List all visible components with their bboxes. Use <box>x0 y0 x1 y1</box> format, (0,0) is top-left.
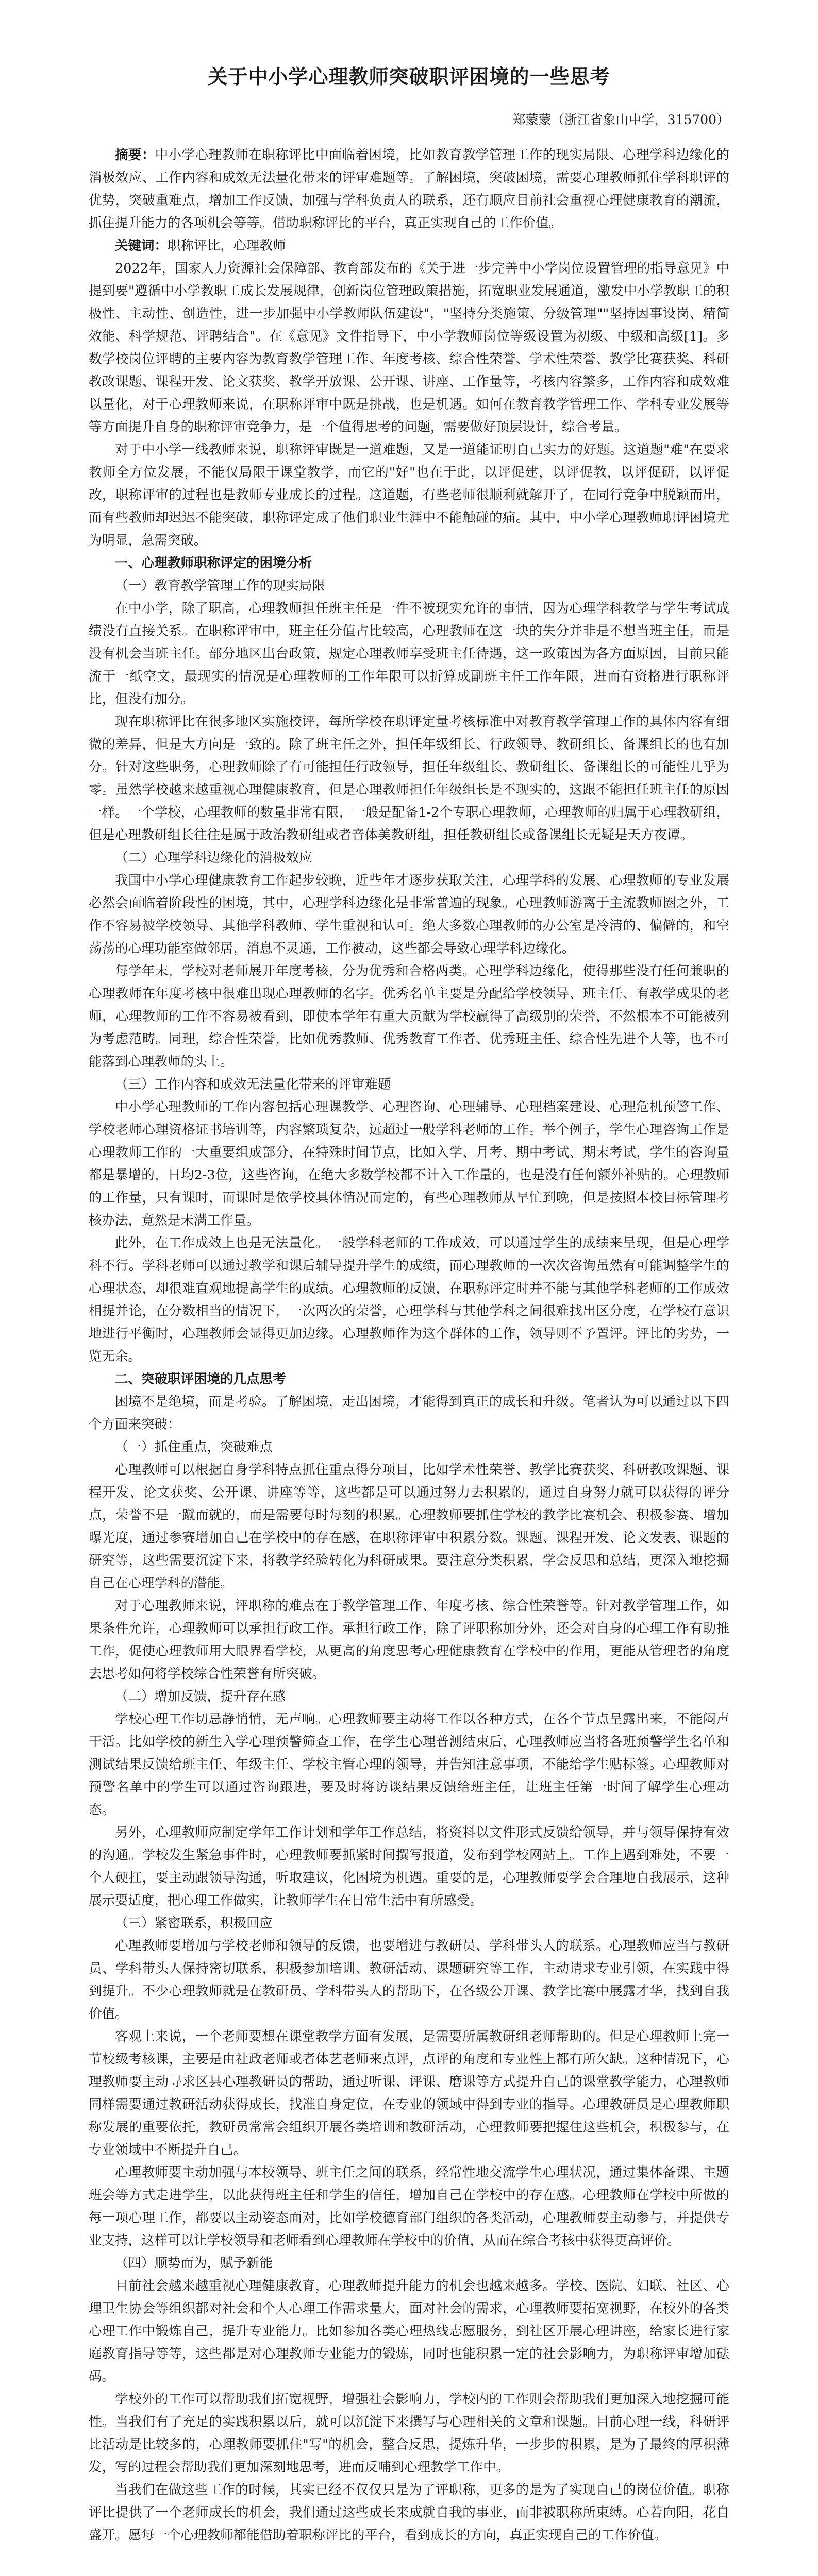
body-paragraph: 中小学心理教师的工作内容包括心理课教学、心理咨询、心理辅导、心理档案建设、心理危机预警工作、学校老师心理资格证书培训等，内容繁琐复杂，远超过一般学科老师的工作。举个例子，学生心理咨询工作是心理教师工作的一大重要组成部分，在特殊时间节点，比如入学、月考、期中考试、期末考试，学生的咨询量都是暴增的，日均2-3位，这些咨询，在绝大多数学校都不计入工作量的，也是没有任何额外补贴的。心理教师的工作量，只有课时，而课时是依学校具体情况而定的，有些心理教师从早忙到晚，但是按照本校目标管理考核办法，竟然是未满工作量。 <box>89 1099 729 1228</box>
body-paragraph: 在中小学，除了职高，心理教师担任班主任是一件不被现实允许的事情，因为心理学科教学与学生考试成绩没有直接关系。在职称评审中，班主任分值占比较高，心理教师在这一块的失分并非是不想当班主任，而是没有机会当班主任。部分地区出台政策，规定心理教师享受班主任待遇，这一政策因为各方面原因，目前只能流于一纸空文，最现实的情况是心理教师的工作年限可以折算成副班主任工作年限，进而有资格进行职称评比，但没有加分。 <box>89 601 729 707</box>
body-paragraph: 对于心理教师来说，评职称的难点在于教学管理工作、年度考核、综合性荣誉等。针对教学管理工作，如果条件允许，心理教师可以承担行政工作。承担行政工作，除了评职称加分外，还会对自身的心理工作有助推工作，促使心理教师用大眼界看学校，从更高的角度思考心理健康教育在学校中的作用，更能从管理者的角度去思考如何将学校综合性荣誉有所突破。 <box>89 1598 729 1682</box>
author-line: 郑蒙蒙（浙江省象山中学，315700） <box>512 112 729 127</box>
spacer <box>89 2547 729 2576</box>
keywords-text: 职称评比，心理教师 <box>168 238 286 253</box>
body-paragraph: 另外，心理教师应制定学年工作计划和学年工作总结，将资料以文件形式反馈给领导，并与领导保持有效的沟通。学校发生紧急事件时，心理教师要抓紧时间撰写报道，发布到学校网站上。工作上遇到难处，不要一个人硬扛，要主动跟领导沟通，听取建议，化困境为机遇。重要的是，心理教师要学会合理地自我展示，这种展示要适度，把心理工作做实，让教师学生在日常生活中有所感受。 <box>89 1825 729 1908</box>
intro-paragraph: 对于中小学一线教师来说，职称评审既是一道难题，又是一道能证明自己实力的好题。这道题"难"在要求教师全方位发展，不能仅局限于课堂教学，而它的"好"也在于此，以评促建，以评促教，以评促研，以评促改，职称评审的过程也是教师专业成长的过程。这道题，有些老师很顺利就解开了，在同行竞争中脱颖而出，而有些教师却迟迟不能突破，职称评定成了他们职业生涯中不能触碰的痛。其中，中小学心理教师职评困境尤为明显，急需突破。 <box>89 442 729 548</box>
body-paragraph: 学校心理工作切忌静悄悄，无声响。心理教师要主动将工作以各种方式，在各个节点呈露出来，不能闷声干活。比如学校的新生入学心理预警筛查工作，在学生心理普测结束后，心理教师应当将各班预警学生名单和测试结果反馈给班主任、年级主任、学校主管心理的领导，并告知注意事项，不能给学生贴标签。心理教师对预警名单中的学生可以通过咨询跟进，要及时将访谈结果反馈给班主任，让班主任第一时间了解学生心理动态。 <box>89 1711 729 1818</box>
body-paragraph: 心理教师要增加与学校老师和领导的反馈，也要增进与教研员、学科带头人的联系。心理教师应当与教研员、学科带头人保持密切联系，积极参加培训、教研活动、课题研究等工作，主动请求专业引领，在实践中得到提升。不少心理教师就是在教研员、学科带头人的帮助下，在各级公开课、教学比赛中展露才华，找到自我价值。 <box>89 1938 729 2022</box>
section-heading: 一、心理教师职称评定的困境分析 <box>115 555 312 571</box>
body-paragraph: 现在职称评比在很多地区实施校评，每所学校在职评定量考核标准中对教育教学管理工作的具体内容有细微的差异，但是大方向是一致的。除了班主任之外，担任年级组长、行政领导、教研组长、备课组长的也有加分。针对这些职务，心理教师除了有可能担任行政领导，担任年级组长、教研组长、备课组长的可能性几乎为零。虽然学校越来越重视心理健康教育，但是心理教师担任年级组长是不现实的，这跟不能担任班主任的原因一样。一个学校，心理教师的数量非常有限，一般是配备1-2个专职心理教师，心理教师的归属于心理教研组，但是心理教研组长往往是属于政治教研组或者音体美教研组，担任教研组长或备课组长无疑是天方夜谭。 <box>89 714 729 843</box>
subsection-heading: （一）抓住重点，突破难点 <box>115 1439 273 1455</box>
body-paragraph: 我国中小学心理健康教育工作起步较晚，近些年才逐步获取关注，心理学科的发展、心理教师的专业发展必然会面临着阶段性的困境，其中，心理学科边缘化是非常普遍的现象。心理教师游离于主流教师圈之外，工作不容易被学校领导、其他学科教师、学生重视和认可。绝大多数心理教师的办公室是冷清的、偏僻的，和空荡荡的心理功能室做邻居，消息不灵通，工作被动，这些都会导致心理学科边缘化。 <box>89 873 729 956</box>
body-paragraph: 困境不是绝境，而是考验。了解困境，走出困境，才能得到真正的成长和升级。笔者认为可以通过以下四个方面来突破： <box>89 1394 729 1432</box>
abstract <box>89 144 729 234</box>
subsection-heading: （三）紧密联系，积极回应 <box>115 1916 273 1931</box>
subsection-heading: （三）工作内容和成效无法量化带来的评审难题 <box>115 1077 391 1092</box>
section-heading: 二、突破职评困境的几点思考 <box>115 1371 286 1387</box>
subsection-heading: （四）顺势而为，赋予新能 <box>115 2256 273 2271</box>
subsection-heading: （二）心理学科边缘化的消极效应 <box>115 850 312 866</box>
intro-paragraph: 2022年，国家人力资源社会保障部、教育部发布的《关于进一步完善中小学岗位设置管理的指导意见》中提到要"遵循中小学教职工成长发展规律，创新岗位管理政策措施，拓宽职业发展通道，激发中小学教职工的积极性、主动性、创造性，进一步加强中小学教师队伍建设"，"坚持分类施策、分级管理""坚持因事设岗、精简效能、科学规范、评聘结合"。在《意见》文件指导下，中小学教师岗位等级设置为初级、中级和高级⁠[1]⁠。多数学校岗位评聘的主要内容为教育教学管理工作、年度考核、综合性荣誉、学术性荣誉、教学比赛获奖、科研教改课题、课程开发、论文获奖、教学开放课、公开课、讲座、工作量等，考核内容繁多，工作内容和成效难以量化，对于心理教师来说，在职称评审中既是挑战，也是机遇。如何在教育教学管理工作、学科专业发展等等方面提升自身的职称评审竞争力，是一个值得思考的问题，需要做好顶层设计，综合考量。 <box>89 261 729 435</box>
body-paragraph: 每学年末，学校对老师展开年度考核，分为优秀和合格两类。心理学科边缘化，使得那些没有任何兼职的心理教师在年度考核中很难出现心理教师的名字。优秀名单主要是分配给学校领导、班主任、有教学成果的老师，心理教师的工作不容易被看到，即使本学年有重大贡献为学校赢得了高级别的荣誉，不然根本不可能被列为考虑范畴。同理，综合性荣誉，比如优秀教师、优秀教育工作者、优秀班主任、综合性先进个人等，也不可能落到心理教师的头上。 <box>89 963 729 1070</box>
body-paragraph: 目前社会越来越重视心理健康教育，心理教师提升能力的机会也越来越多。学校、医院、妇联、社区、心理卫生协会等组织都对社会和个人心理工作需求量大，面对社会的需求，心理教师要拓宽视野，在校外的各类心理工作中锻炼自己，提升专业能力。比如参加各类心理热线志愿服务，到社区开展心理讲座，给家长进行家庭教育指导等等，这些都是对心理教师专业能力的锻炼，同时也能积累一定的社会影响力，为职称评审增加砝码。 <box>89 2278 729 2384</box>
body-paragraph: 心理教师可以根据自身学科特点抓住重点得分项目，比如学术性荣誉、教学比赛获奖、科研教改课题、课程开发、论文获奖、公开课、讲座等等，这些都是可以通过努力去积累的，通过自身努力就可以获得的评分点，荣誉不是一蹴而就的，而是需要每时每刻的积累。心理教师要抓住学校的教学比赛机会、积极参赛、增加曝光度，通过参赛增加自己在学校中的存在感，在职称评审中积累分数。课题、课程开发、论文发表、课题的研究等，这些需要沉淀下来，将教学经验转化为科研成果。要注意分类积累，学会反思和总结，更深入地挖掘自己在心理学科的潜能。 <box>89 1462 729 1591</box>
article-title: 关于中小学心理教师突破职评困境的一些思考 <box>208 65 610 88</box>
body-paragraph: 当我们在做这些工作的时候，其实已经不仅仅只是为了评职称，更多的是为了实现自己的岗位价值。职称评比提供了一个老师成长的机会，我们通过这些成长来成就自我的事业，而非被职称所束缚。心若向阳，花自盛开。愿每一个心理教师都能借助着职称评比的平台，看到成长的方向，真正实现自己的工作价值。 <box>89 2482 729 2543</box>
body-paragraph: 此外，在工作成效上也是无法量化。一般学科老师的工作成效，可以通过学生的成绩来呈现，但是心理学科不行。学科老师可以通过教学和课后辅导提升学生的成绩，而心理教师的一次次咨询虽然有可能调整学生的心理状态，却很难直观地提高学生的成绩。心理教师的反馈，在职称评定时并不能与其他学科老师的工作成效相提并论，在分数相当的情况下，一次两次的荣誉，心理学科与其他学科之间很难找出区分度，在学校有意识地进行平衡时，心理教师会显得更加边缘。心理教师作为这个群体的工作，领导则不予置评。评比的劣势，一览无余。 <box>89 1235 729 1364</box>
subsection-heading: （一）教育教学管理工作的现实局限 <box>115 578 326 594</box>
subsection-heading: （二）增加反馈，提升存在感 <box>115 1689 286 1704</box>
abstract-text: 中小学心理教师在职称评比中面临着困境，比如教育教学管理工作的现实局限、心理学科边缘化的消极效应、工作内容和成效无法量化带来的评审难题等。了解困境，突破困境，需要心理教师抓住学科职评的优势，突破重难点，增加工作反馈，加强与学科负责人的联系，还有顺应目前社会重视心理健康教育的潮流，抓住提升能力的各项机会等等。借助职称评比的平台，真正实现自己的工作价值。 <box>89 147 729 231</box>
body-paragraph: 客观上来说，一个老师要想在课堂教学方面有发展，是需要所属教研组老师帮助的。但是心理教师上完一节校级考核课，主要是由社政老师或者体艺老师来点评，点评的角度和专业性上都有所欠缺。这种情况下，心理教师要主动寻求区县心理教研员的帮助，通过听课、评课、磨课等方式提升自己的课堂教学能力，心理教师同样需要通过教研活动获得成长，找准自身定位，在专业的领域中得到专业的指导。心理教研员是心理教师职称发展的重要依托，教研员常常会组织开展各类培训和教研活动，心理教师要把握住这些机会，积极参与，在专业领域中不断提升自己。 <box>89 2029 729 2158</box>
body-paragraph: 心理教师要主动加强与本校领导、班主任之间的联系，经常性地交流学生心理状况，通过集体备课、主题班会等方式走进学生，以此获得班主任和学生的信任，增加自己在学校中的存在感。心理教师在学校中所做的每一项心理工作，都要以主动姿态面对，比如学校德育部门组织的各类活动，心理教师要主动参与，并提供专业支持，这样可以让学校领导和老师看到心理教师在学校中的价值，从而在综合考核中获得更高评价。 <box>89 2165 729 2248</box>
keywords <box>89 234 729 257</box>
keywords-label: 关键词： <box>115 238 168 253</box>
body-paragraph: 学校外的工作可以帮助我们拓宽视野，增强社会影响力，学校内的工作则会帮助我们更加深入地挖掘可能性。当我们有了充足的实践积累以后，就可以沉淀下来撰写与心理相关的文章和课题。目前心理一线，科研评比活动是比较多的，心理教师要抓住"写"的机会，整合反思，提炼升华，一步步的积累，是为了最终的厚积薄发，写的过程会帮助我们更加深刻地思考，进而反哺到心理教学工作中。 <box>89 2392 729 2475</box>
abstract-label: 摘要： <box>115 147 155 163</box>
